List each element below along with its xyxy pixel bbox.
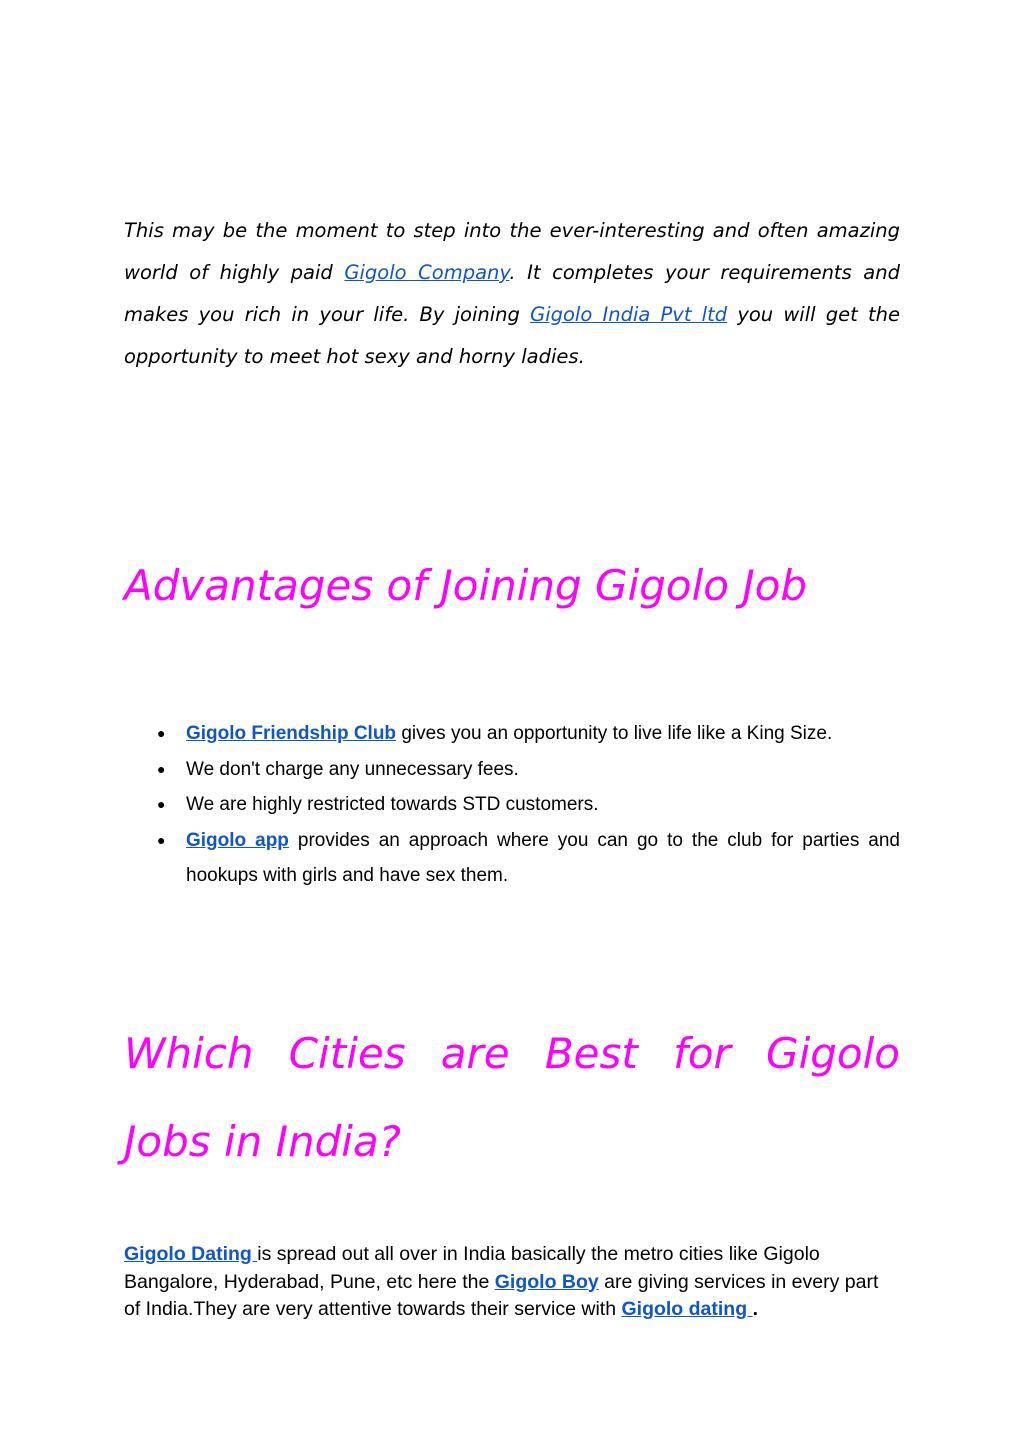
list-item-text: provides an approach where you can go to the club for parties and hookups with girls and have sex them. bbox=[186, 829, 901, 886]
advantages-list bbox=[124, 716, 900, 894]
para-text-2: are giving services in every part of India.They are very attentive towards their service with bbox=[124, 1270, 879, 1320]
heading-word: for bbox=[673, 1029, 731, 1078]
bullet-icon: ● bbox=[157, 796, 166, 812]
gigolo-dating-link[interactable]: Gigolo Dating bbox=[124, 1243, 258, 1265]
heading-word: Which bbox=[124, 1029, 254, 1078]
list-item bbox=[124, 823, 900, 894]
heading-word: Best bbox=[544, 1029, 638, 1078]
gigolo-app-link[interactable]: Gigolo app bbox=[186, 829, 289, 851]
list-item bbox=[124, 787, 900, 823]
list-item bbox=[124, 716, 900, 752]
para-text-3: . bbox=[752, 1298, 758, 1320]
bullet-icon: ● bbox=[157, 725, 166, 741]
intro-text-2: . It completes your requirements and makes you rich in your life. By joining bbox=[124, 261, 900, 326]
cities-heading-line-1 bbox=[124, 1010, 900, 1098]
cities-heading-line-2: Jobs in India? bbox=[124, 1117, 401, 1166]
intro-text-1: This may be the moment to step into the ever-interesting and often amazing world of highly paid bbox=[124, 219, 900, 284]
gigolo-india-pvt-ltd-link[interactable]: Gigolo India Pvt ltd bbox=[530, 303, 728, 326]
list-item-text: We don't charge any unnecessary fees. bbox=[186, 758, 519, 780]
gigolo-boy-link[interactable]: Gigolo Boy bbox=[494, 1270, 599, 1293]
gigolo-dating-link-2[interactable]: Gigolo dating bbox=[621, 1298, 753, 1320]
list-item bbox=[124, 752, 900, 788]
gigolo-friendship-club-link[interactable]: Gigolo Friendship Club bbox=[186, 723, 397, 744]
intro-paragraph bbox=[124, 210, 900, 378]
heading-word: Gigolo bbox=[766, 1029, 900, 1078]
bullet-icon: ● bbox=[157, 831, 166, 848]
heading-word: Cities bbox=[288, 1029, 406, 1078]
list-item-text: gives you an opportunity to live life like a King Size. bbox=[396, 723, 833, 744]
heading-word: are bbox=[440, 1029, 510, 1078]
gigolo-company-link[interactable]: Gigolo Company bbox=[344, 261, 510, 284]
advantages-heading: Advantages of Joining Gigolo Job bbox=[124, 561, 808, 610]
intro-text-3: you will get the opportunity to meet hot sexy and horny ladies. bbox=[124, 303, 900, 368]
bullet-icon: ● bbox=[157, 760, 166, 777]
cities-paragraph bbox=[124, 1241, 900, 1324]
para-text-1: is spread out all over in India basically the metro cities like Gigolo Bangalore, Hyderabad, Pune, etc here the bbox=[124, 1243, 820, 1293]
cities-heading bbox=[124, 1010, 900, 1186]
list-item-text: We are highly restricted towards STD customers. bbox=[186, 794, 599, 815]
